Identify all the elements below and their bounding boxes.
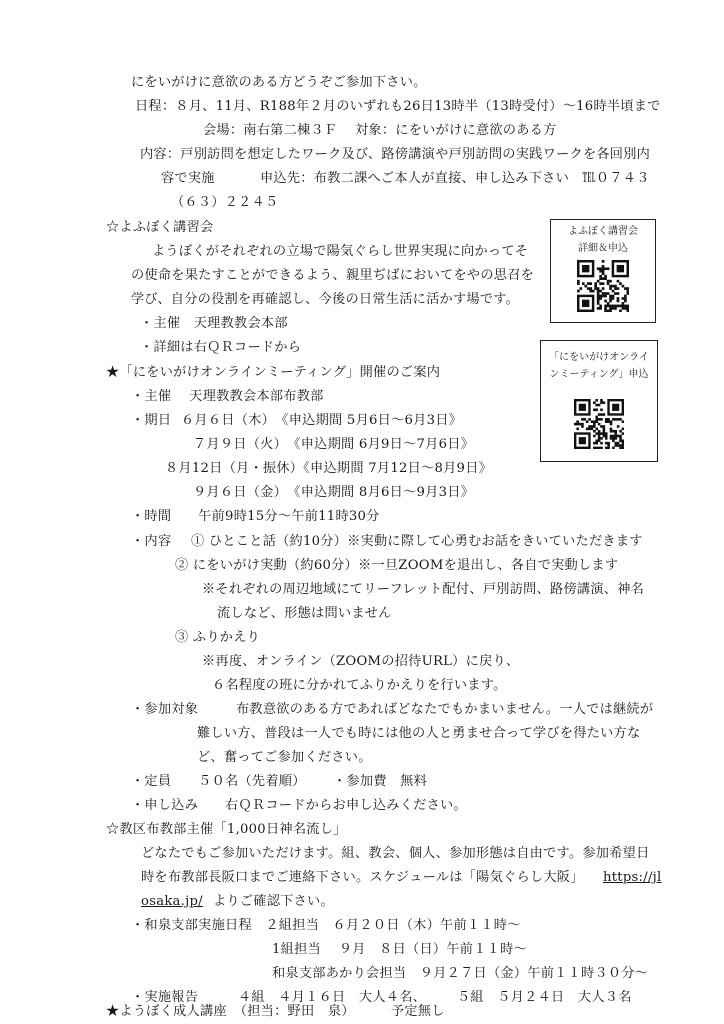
shinmei-body-line-2: 時を布教部長阪口までご連絡下さい。スケジュールは「陽気ぐらし大阪」 <box>141 870 584 885</box>
online-date-3: ８月12日（月・振休）《申込期間 7月12日～8月9日》 <box>165 461 493 476</box>
online-apply: ・申し込み 右ＱＲコードからお申し込みください。 <box>131 798 467 813</box>
yofuboku-qr-caption-2: 詳細＆申込 <box>578 243 628 254</box>
online-item-3-note-2: ６名程度の班に分かれてふりかえりを行います。 <box>212 678 507 693</box>
yofuboku-qr-caption-1: よふぼく講習会 <box>568 226 638 237</box>
online-eligibility-line-3: ど、奮ってご参加ください。 <box>197 750 372 765</box>
online-item-2: ② にをいがけ実動（約60分）※一旦ZOOMを退出し、各自で実動します <box>175 558 619 573</box>
online-date-1: ６月６日（木） 《申込期間 5月6日～6月3日》 <box>181 413 463 428</box>
online-eligibility-line-1: 布教意欲のある方であればどなたでもかまいません。一人では継続が <box>236 702 654 717</box>
recruit-tel: （６３）２２４５ <box>171 195 279 210</box>
yofuboku-body-line-2: の使命を果たすことができるよう、親里ぢばにおいてをやの思召を <box>131 268 535 283</box>
recruit-content-line-1: 内容：戸別訪問を想定したワーク及び、路傍講演や戸別訪問の実践ワークを各回別内 <box>140 147 651 162</box>
online-date-4: ９月６日（金） 《申込期間 8月6日～9月3日》 <box>193 485 475 500</box>
recruit-schedule: 日程：８月、11月、R188年２月のいずれも26日13時半（13時受付）～16時半頃まで <box>135 99 661 114</box>
online-item-3-note-1: ※再度、オンライン（ZOOMの招待URL）に戻り、 <box>202 654 520 669</box>
recruit-apply: 申込先：布教二課へご本人が直接、申し込み下さい ℡０７４３ <box>260 171 650 186</box>
shinmei-schedule-1: ・和泉支部実施日程 ２組担当 ６月２０日（木）午前１１時～ <box>131 918 521 933</box>
online-qr-code[interactable] <box>574 399 624 449</box>
online-time: ・時間 午前9時15分～午前11時30分 <box>131 509 380 524</box>
recruit-content-line-2: 容で実施 <box>161 171 215 186</box>
shinmei-heading: ☆教区布教部主催「1,000日神名流し」 <box>106 822 347 837</box>
online-item-2-note-1: ※それぞれの周辺地域にてリーフレット配付、戸別訪問、路傍講演、神名 <box>202 582 645 597</box>
yofuboku-qr-box <box>550 219 656 323</box>
shinmei-link-part-1[interactable] <box>603 871 661 884</box>
online-date-2: ７月９日（火） 《申込期間 6月9日～7月6日》 <box>193 437 475 452</box>
shinmei-schedule-2: 1組担当 ９月 ８日（日）午前１１時～ <box>272 942 527 957</box>
recruit-target: 対象：にをいがけに意欲のある方 <box>355 123 557 138</box>
yofuboku-body-line-3: 学び、自分の役割を再確認し、今後の日常生活に活かす場です。 <box>131 292 520 307</box>
shinmei-body-line-3: よりご確認下さい。 <box>213 894 334 909</box>
yofuboku-host: ・主催 天理教教会本部 <box>140 316 288 331</box>
shinmei-link-anchor-1[interactable]: https://jl <box>603 870 662 885</box>
shinmei-link-part-2[interactable] <box>141 895 203 908</box>
online-eligibility-label: ・参加対象 <box>131 702 199 717</box>
online-eligibility-line-2: 難しい方、普段は一人でも時には他の人と勇ませ合って学びを得たい方な <box>197 726 641 741</box>
online-capacity: ・定員 ５０名（先着順） <box>131 774 306 789</box>
online-item-1: ① ひとこと話（約10分）※実動に際して心勇むお話をきいていただきます <box>191 534 643 549</box>
shinmei-report-2: ５組 ５月２４日 大人３名 <box>457 990 632 1005</box>
online-qr-caption-1: 「にをいがけオンライ <box>549 352 649 363</box>
online-item-3: ③ ふりかえり <box>175 630 261 645</box>
online-host: ・主催 天理教教会本部布教部 <box>131 389 324 404</box>
shinmei-body-line-1: どなたでもご参加いただけます。組、教会、個人、参加形態は自由です。参加希望日 <box>141 846 650 861</box>
yofuboku-detail: ・詳細は右ＱＲコードから <box>140 340 302 355</box>
online-qr-box <box>540 340 658 462</box>
online-qr-caption-2: ンミーティング」申込 <box>549 369 649 380</box>
online-dates-label: ・期日 <box>131 413 172 428</box>
seijin-status: 予定無し <box>391 1004 445 1019</box>
shinmei-link-anchor-2[interactable]: osaka.jp/ <box>141 894 203 909</box>
recruit-intro: にをいがけに意欲のある方どうぞご参加下さい。 <box>131 75 427 90</box>
yofuboku-heading: ☆よふぼく講習会 <box>106 220 214 235</box>
shinmei-schedule-3: 和泉支部あかり会担当 ９月２７日（金）午前１１時３０分～ <box>272 966 649 981</box>
online-item-2-note-2: 流しなど、形態は問いません <box>217 606 392 621</box>
yofuboku-qr-code[interactable] <box>577 260 629 312</box>
seijin-heading: ★ようぼく成人講座 （担当：野田 泉） <box>106 1004 355 1019</box>
yofuboku-body-line-1: ようぼくがそれぞれの立場で陽気ぐらし世界実現に向かってそ <box>152 244 529 259</box>
online-fee: ・参加費 無料 <box>333 774 428 789</box>
online-content-label: ・内容 <box>131 534 172 549</box>
recruit-venue: 会場：南右第二棟３Ｆ <box>203 123 338 138</box>
shinmei-report-1: ４組 ４月１６日 大人４名、 <box>238 990 427 1005</box>
online-heading: ★「にをいがけオンラインミーティング」開催のご案内 <box>106 365 441 380</box>
shinmei-report-label: ・実施報告 <box>131 990 199 1005</box>
